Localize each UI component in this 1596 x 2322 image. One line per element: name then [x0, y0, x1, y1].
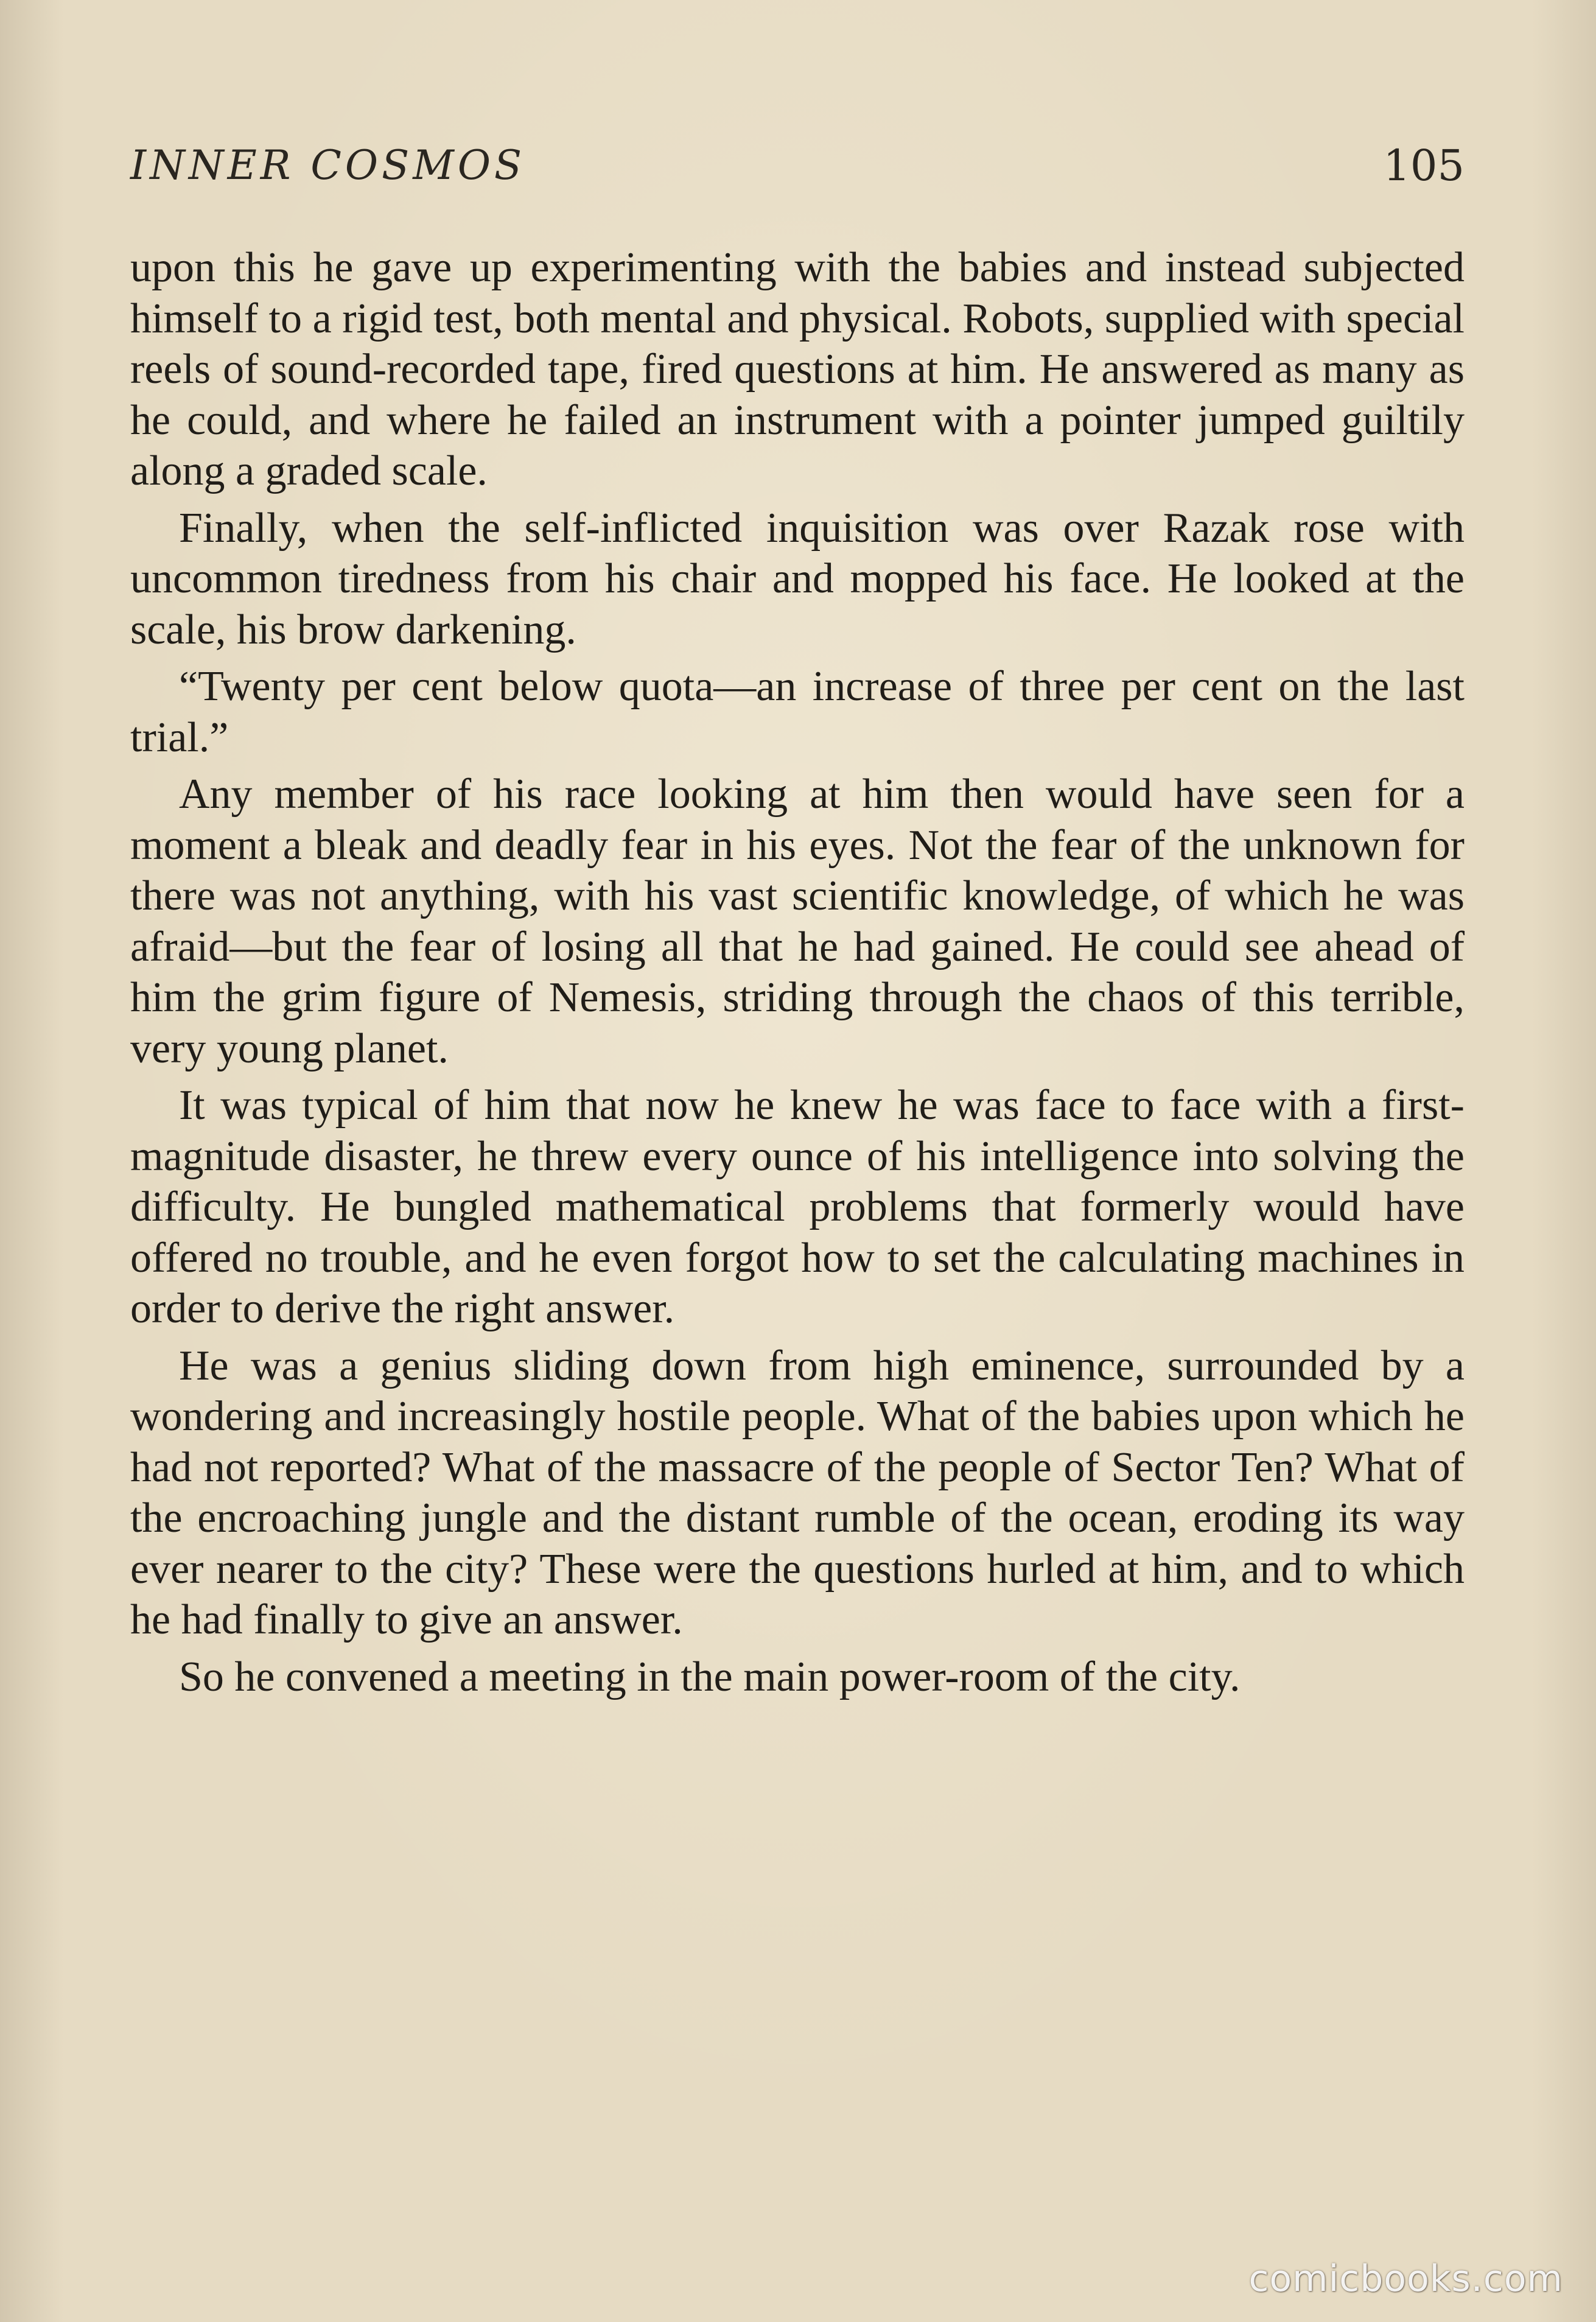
- watermark: comicbooks.com: [1248, 2257, 1563, 2300]
- page-header: [130, 135, 1465, 196]
- paragraph-3: “Twenty per cent below quota—an increase of three per cent on the last trial.”: [130, 663, 1465, 761]
- paragraph-6: He was a genius sliding down from high eminence, surrounded by a wondering and increasingly hostile people. What of the babies upon which he had not reported? What of the massacre of the people of Sector Ten? What of the encroaching jungle and the distant rumble of the ocean, eroding its way ever nearer to the city? These were the questions hurled at him, and to which he had finally to give an answer.: [130, 1342, 1465, 1643]
- running-head: INNER COSMOS: [130, 142, 526, 189]
- page-number: 105: [1383, 141, 1465, 191]
- paragraph-2: Finally, when the self-inflicted inquisition was over Razak rose with uncommon tiredness from his chair and mopped his face. He looked at the scale, his brow darkening.: [130, 504, 1465, 653]
- paragraph-7: So he convened a meeting in the main power-room of the city.: [179, 1653, 1241, 1700]
- paragraph-4: Any member of his race looking at him then would have seen for a moment a bleak and deadly fear in his eyes. Not the fear of the unknown for there was not anything, with his vast scientific knowledge, of which he was afraid—but the fear of losing all that he had gained. He could see ahead of him the grim figure of Nemesis, striding through the chaos of this terrible, very young planet.: [130, 771, 1465, 1072]
- paragraph-5: It was typical of him that now he knew he was face to face with a first-magnitude disaster, he threw every ounce of his intelligence into solving the difficulty. He bungled mathematical problems that formerly would have offered no trouble, and he even forgot how to set the calculating machines in order to derive the right answer.: [130, 1082, 1465, 1332]
- body-text: [130, 242, 1465, 1708]
- paragraph-1: upon this he gave up experimenting with the babies and instead subjected himself to a rigid test, both mental and physical. Robots, supplied with special reels of sound-recorded tape, fired questions at him. He answered as many as he could, and where he failed an instrument with a pointer jumped guiltily along a graded scale.: [130, 244, 1465, 494]
